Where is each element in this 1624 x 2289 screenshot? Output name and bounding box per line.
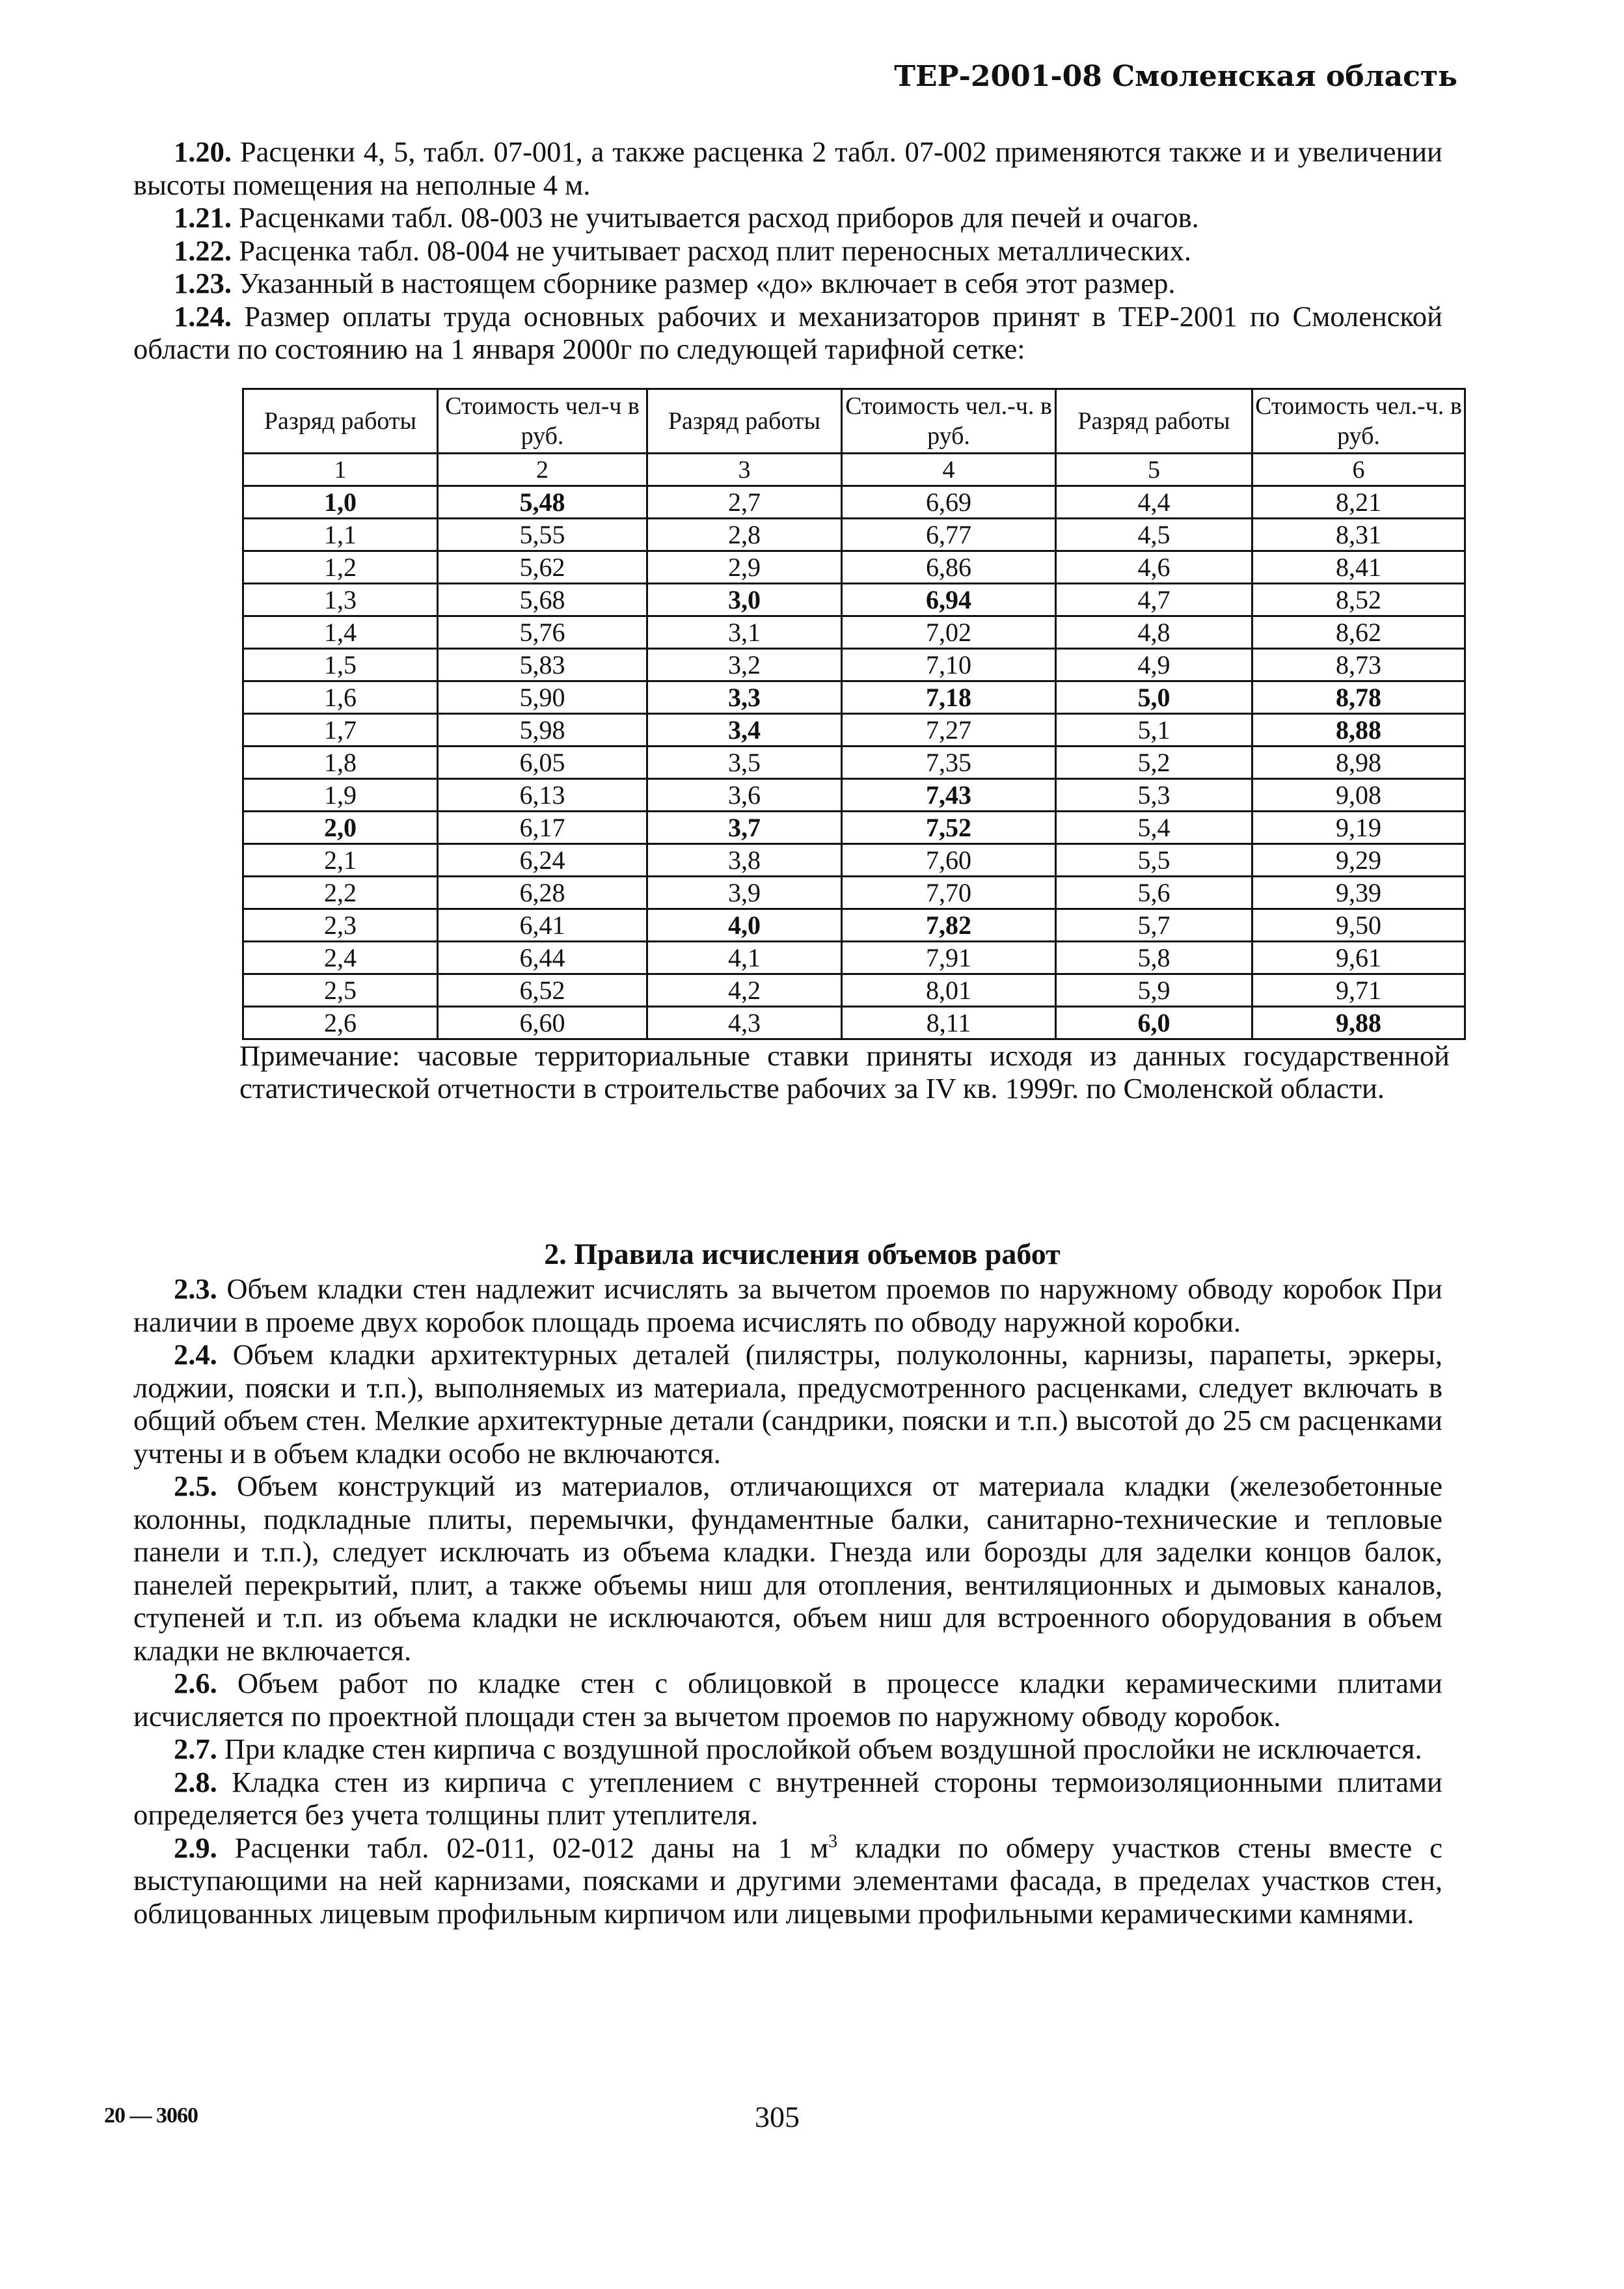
table-cell: 8,78 — [1252, 681, 1465, 714]
clause-text: Расценки табл. 02-011, 02-012 даны на 1 м — [217, 1831, 829, 1864]
table-cell: 5,62 — [438, 551, 647, 584]
table-cell: 8,73 — [1252, 649, 1465, 681]
table-cell: 3,8 — [647, 844, 842, 877]
column-header: Разряд работы — [647, 389, 842, 454]
table-cell: 2,9 — [647, 551, 842, 584]
clause-2-9 — [133, 1831, 1442, 1930]
column-number: 1 — [243, 454, 438, 486]
table-cell: 5,2 — [1056, 747, 1252, 779]
table-cell: 3,9 — [647, 877, 842, 909]
table-row — [243, 519, 1465, 551]
column-header: Стоимость чел.-ч. в руб. — [1252, 389, 1465, 454]
clause-text: Объем кладки стен надлежит исчислять за вычетом проемов по наружному обводу коробок При наличии в проеме двух коробок площадь проема исчислять по обводу наружной коробки. — [133, 1272, 1442, 1338]
table-cell: 6,05 — [438, 747, 647, 779]
table-cell: 5,3 — [1056, 779, 1252, 812]
clause-2-5 — [133, 1470, 1442, 1667]
table-cell: 1,7 — [243, 714, 438, 747]
table-cell: 1,0 — [243, 486, 438, 519]
clause-text: Расценки 4, 5, табл. 07-001, а также расценка 2 табл. 07-002 применяются также и и увеличении высоты помещения на неполные 4 м. — [133, 135, 1442, 201]
table-cell: 6,0 — [1056, 1007, 1252, 1039]
table-cell: 8,41 — [1252, 551, 1465, 584]
table-cell: 6,86 — [842, 551, 1056, 584]
table-cell: 3,7 — [647, 812, 842, 844]
table-cell: 6,60 — [438, 1007, 647, 1039]
table-cell: 5,90 — [438, 681, 647, 714]
clause-number: 1.20. — [174, 135, 232, 168]
table-cell: 2,0 — [243, 812, 438, 844]
clause-text: Указанный в настоящем сборнике размер «до» включает в себя этот размер. — [232, 267, 1176, 299]
table-row — [243, 877, 1465, 909]
table-cell: 4,9 — [1056, 649, 1252, 681]
table-cell: 7,70 — [842, 877, 1056, 909]
table-cell: 9,50 — [1252, 909, 1465, 942]
table-cell: 9,88 — [1252, 1007, 1465, 1039]
table-cell: 1,8 — [243, 747, 438, 779]
table-cell: 5,0 — [1056, 681, 1252, 714]
table-cell: 5,48 — [438, 486, 647, 519]
table-row — [243, 909, 1465, 942]
clause-2-7 — [133, 1733, 1442, 1766]
clause-number: 2.5. — [174, 1470, 217, 1502]
table-cell: 3,2 — [647, 649, 842, 681]
column-header: Стоимость чел.-ч. в руб. — [842, 389, 1056, 454]
clause-number: 2.3. — [174, 1272, 217, 1305]
table-cell: 5,6 — [1056, 877, 1252, 909]
table-cell: 4,0 — [647, 909, 842, 942]
table-cell: 4,5 — [1056, 519, 1252, 551]
table-cell: 2,8 — [647, 519, 842, 551]
page-number: 305 — [755, 2100, 800, 2133]
table-cell: 7,35 — [842, 747, 1056, 779]
table-cell: 4,3 — [647, 1007, 842, 1039]
table-cell: 8,52 — [1252, 584, 1465, 616]
tariff-table — [242, 388, 1466, 1040]
table-row — [243, 486, 1465, 519]
table-cell: 1,3 — [243, 584, 438, 616]
table-cell: 2,6 — [243, 1007, 438, 1039]
table-cell: 6,13 — [438, 779, 647, 812]
table-cell: 3,5 — [647, 747, 842, 779]
column-number: 4 — [842, 454, 1056, 486]
clause-text: При кладке стен кирпича с воздушной прослойкой объем воздушной прослойки не исключается. — [217, 1733, 1422, 1765]
table-cell: 5,68 — [438, 584, 647, 616]
table-cell: 8,21 — [1252, 486, 1465, 519]
table-cell: 5,1 — [1056, 714, 1252, 747]
clause-text: кладки по обмеру участков стены вместе с выступающими на ней карнизами, поясками и другими элементами фасада, в пределах участков стен, облицованных лицевым профильным кирпичом или лицевыми профильными керамическими камнями. — [133, 1831, 1442, 1930]
table-cell: 3,6 — [647, 779, 842, 812]
table-row — [243, 681, 1465, 714]
table-cell: 9,08 — [1252, 779, 1465, 812]
table-note: Примечание: часовые территориальные ставки приняты исходя из данных государственной статистической отчетности в строительстве рабочих за IV кв. 1999г. по Смоленской области. — [239, 1039, 1450, 1104]
column-number-row — [243, 454, 1465, 486]
table-cell: 6,41 — [438, 909, 647, 942]
clause-number: 2.8. — [174, 1765, 217, 1798]
intro-section — [133, 135, 1442, 366]
table-cell: 8,88 — [1252, 714, 1465, 747]
table-cell: 4,4 — [1056, 486, 1252, 519]
table-cell: 3,0 — [647, 584, 842, 616]
clause-text: Расценка табл. 08-004 не учитывает расход плит переносных металлических. — [232, 234, 1191, 267]
clause-2-8 — [133, 1766, 1442, 1831]
table-cell: 5,8 — [1056, 942, 1252, 974]
table-row — [243, 616, 1465, 649]
table-cell: 2,2 — [243, 877, 438, 909]
clause-number: 2.6. — [174, 1667, 217, 1699]
table-cell: 5,55 — [438, 519, 647, 551]
table-cell: 9,39 — [1252, 877, 1465, 909]
clause-number: 1.23. — [174, 267, 232, 299]
clause-2-6 — [133, 1667, 1442, 1733]
table-row — [243, 649, 1465, 681]
clause-1-22 — [133, 234, 1442, 267]
clause-text: Кладка стен из кирпича с утеплением с внутренней стороны термоизоляционными плитами определяется без учета толщины плит утеплителя. — [133, 1765, 1442, 1831]
table-cell: 1,1 — [243, 519, 438, 551]
clause-1-24 — [133, 300, 1442, 366]
clause-text: Объем конструкций из материалов, отличающихся от материала кладки (железобетонные колонны, подкладные плиты, перемычки, фундаментные балки, санитарно-технические и тепловые панели и т.п.), следует исключать из объема кладки. Гнезда или борозды для заделки концов балок, панелей перекрытий, плит, а также объемы ниш для отопления, вентиляционных и дымовых каналов, ступеней и т.п. из объема кладки не исключаются, объем ниш для встроенного оборудования в объем кладки не включается. — [133, 1470, 1442, 1667]
table-cell: 5,7 — [1056, 909, 1252, 942]
table-row — [243, 1007, 1465, 1039]
clause-2-3 — [133, 1272, 1442, 1338]
column-header: Разряд работы — [243, 389, 438, 454]
column-number: 3 — [647, 454, 842, 486]
section-heading-text: 2. Правила исчисления объемов работ — [544, 1237, 1061, 1270]
table-cell: 6,24 — [438, 844, 647, 877]
table-cell: 4,1 — [647, 942, 842, 974]
table-cell: 6,69 — [842, 486, 1056, 519]
table-cell: 8,31 — [1252, 519, 1465, 551]
column-number: 6 — [1252, 454, 1465, 486]
table-cell: 7,27 — [842, 714, 1056, 747]
clause-1-23 — [133, 267, 1442, 300]
table-cell: 7,43 — [842, 779, 1056, 812]
table-row — [243, 779, 1465, 812]
clause-number: 2.7. — [174, 1733, 217, 1765]
table-row — [243, 812, 1465, 844]
table-row — [243, 584, 1465, 616]
table-cell: 6,77 — [842, 519, 1056, 551]
clause-text: Размер оплаты труда основных рабочих и механизаторов принят в ТЕР-2001 по Смоленской области по состоянию на 1 января 2000г по следующей тарифной сетке: — [133, 299, 1442, 365]
table-row — [243, 974, 1465, 1007]
footer-code: 20 — 3060 — [104, 2104, 198, 2128]
table-cell: 6,94 — [842, 584, 1056, 616]
table-cell: 9,61 — [1252, 942, 1465, 974]
table-cell: 5,76 — [438, 616, 647, 649]
table-row — [243, 714, 1465, 747]
section-heading — [0, 1237, 1624, 1271]
clause-number: 1.24. — [174, 299, 232, 333]
clause-text: Объем работ по кладке стен с облицовкой в процессе кладки керамическими плитами исчисляется по проектной площади стен за вычетом проемов по наружному обводу коробок. — [133, 1667, 1442, 1733]
table-cell: 5,98 — [438, 714, 647, 747]
table-cell: 2,1 — [243, 844, 438, 877]
table-row — [243, 844, 1465, 877]
clause-number: 2.4. — [174, 1338, 217, 1371]
clause-number: 1.22. — [174, 234, 232, 267]
table-cell: 3,1 — [647, 616, 842, 649]
table-cell: 1,4 — [243, 616, 438, 649]
table-cell: 2,5 — [243, 974, 438, 1007]
table-header-row — [243, 389, 1465, 454]
column-number: 5 — [1056, 454, 1252, 486]
table-cell: 8,11 — [842, 1007, 1056, 1039]
table-row — [243, 551, 1465, 584]
table-cell: 7,52 — [842, 812, 1056, 844]
table-cell: 1,6 — [243, 681, 438, 714]
clause-1-21 — [133, 201, 1442, 234]
table-cell: 3,3 — [647, 681, 842, 714]
table-cell: 5,9 — [1056, 974, 1252, 1007]
table-cell: 2,3 — [243, 909, 438, 942]
column-number: 2 — [438, 454, 647, 486]
table-cell: 9,29 — [1252, 844, 1465, 877]
table-cell: 5,4 — [1056, 812, 1252, 844]
table-cell: 7,91 — [842, 942, 1056, 974]
table-cell: 7,60 — [842, 844, 1056, 877]
table-cell: 6,17 — [438, 812, 647, 844]
table-cell: 5,83 — [438, 649, 647, 681]
table-cell: 4,6 — [1056, 551, 1252, 584]
table-cell: 6,52 — [438, 974, 647, 1007]
table-cell: 1,9 — [243, 779, 438, 812]
table-cell: 9,71 — [1252, 974, 1465, 1007]
page-header: ТЕР-2001-08 Смоленская область — [894, 60, 1457, 93]
column-header: Разряд работы — [1056, 389, 1252, 454]
clause-number: 1.21. — [174, 201, 232, 234]
table-row — [243, 747, 1465, 779]
table-cell: 7,02 — [842, 616, 1056, 649]
clause-text: Расценками табл. 08-003 не учитывается расход приборов для печей и очагов. — [232, 201, 1199, 234]
clause-2-4 — [133, 1338, 1442, 1470]
table-cell: 8,62 — [1252, 616, 1465, 649]
table-cell: 6,28 — [438, 877, 647, 909]
superscript: 3 — [828, 1831, 838, 1852]
column-header: Стоимость чел-ч в руб. — [438, 389, 647, 454]
table-cell: 7,10 — [842, 649, 1056, 681]
rules-section — [133, 1272, 1442, 1930]
table-cell: 3,4 — [647, 714, 842, 747]
table-cell: 4,2 — [647, 974, 842, 1007]
table-cell: 9,19 — [1252, 812, 1465, 844]
table-cell: 6,44 — [438, 942, 647, 974]
table-cell: 1,5 — [243, 649, 438, 681]
table-cell: 8,98 — [1252, 747, 1465, 779]
table-cell: 4,7 — [1056, 584, 1252, 616]
clause-text: Объем кладки архитектурных деталей (пилястры, полуколонны, карнизы, парапеты, эркеры, лоджии, пояски и т.п.), выполняемых из материала, предусмотренного расценками, следует включать в общий объем стен. Мелкие архитектурные детали (сандрики, пояски и т.п.) высотой до 25 см расценками учтены и в объем кладки особо не включаются. — [133, 1338, 1442, 1470]
table-cell: 8,01 — [842, 974, 1056, 1007]
table-cell: 2,4 — [243, 942, 438, 974]
table-cell: 7,82 — [842, 909, 1056, 942]
table-cell: 7,18 — [842, 681, 1056, 714]
table-cell: 4,8 — [1056, 616, 1252, 649]
table-cell: 1,2 — [243, 551, 438, 584]
clause-1-20 — [133, 135, 1442, 201]
table-cell: 2,7 — [647, 486, 842, 519]
clause-number: 2.9. — [174, 1831, 217, 1864]
table-row — [243, 942, 1465, 974]
table-cell: 5,5 — [1056, 844, 1252, 877]
